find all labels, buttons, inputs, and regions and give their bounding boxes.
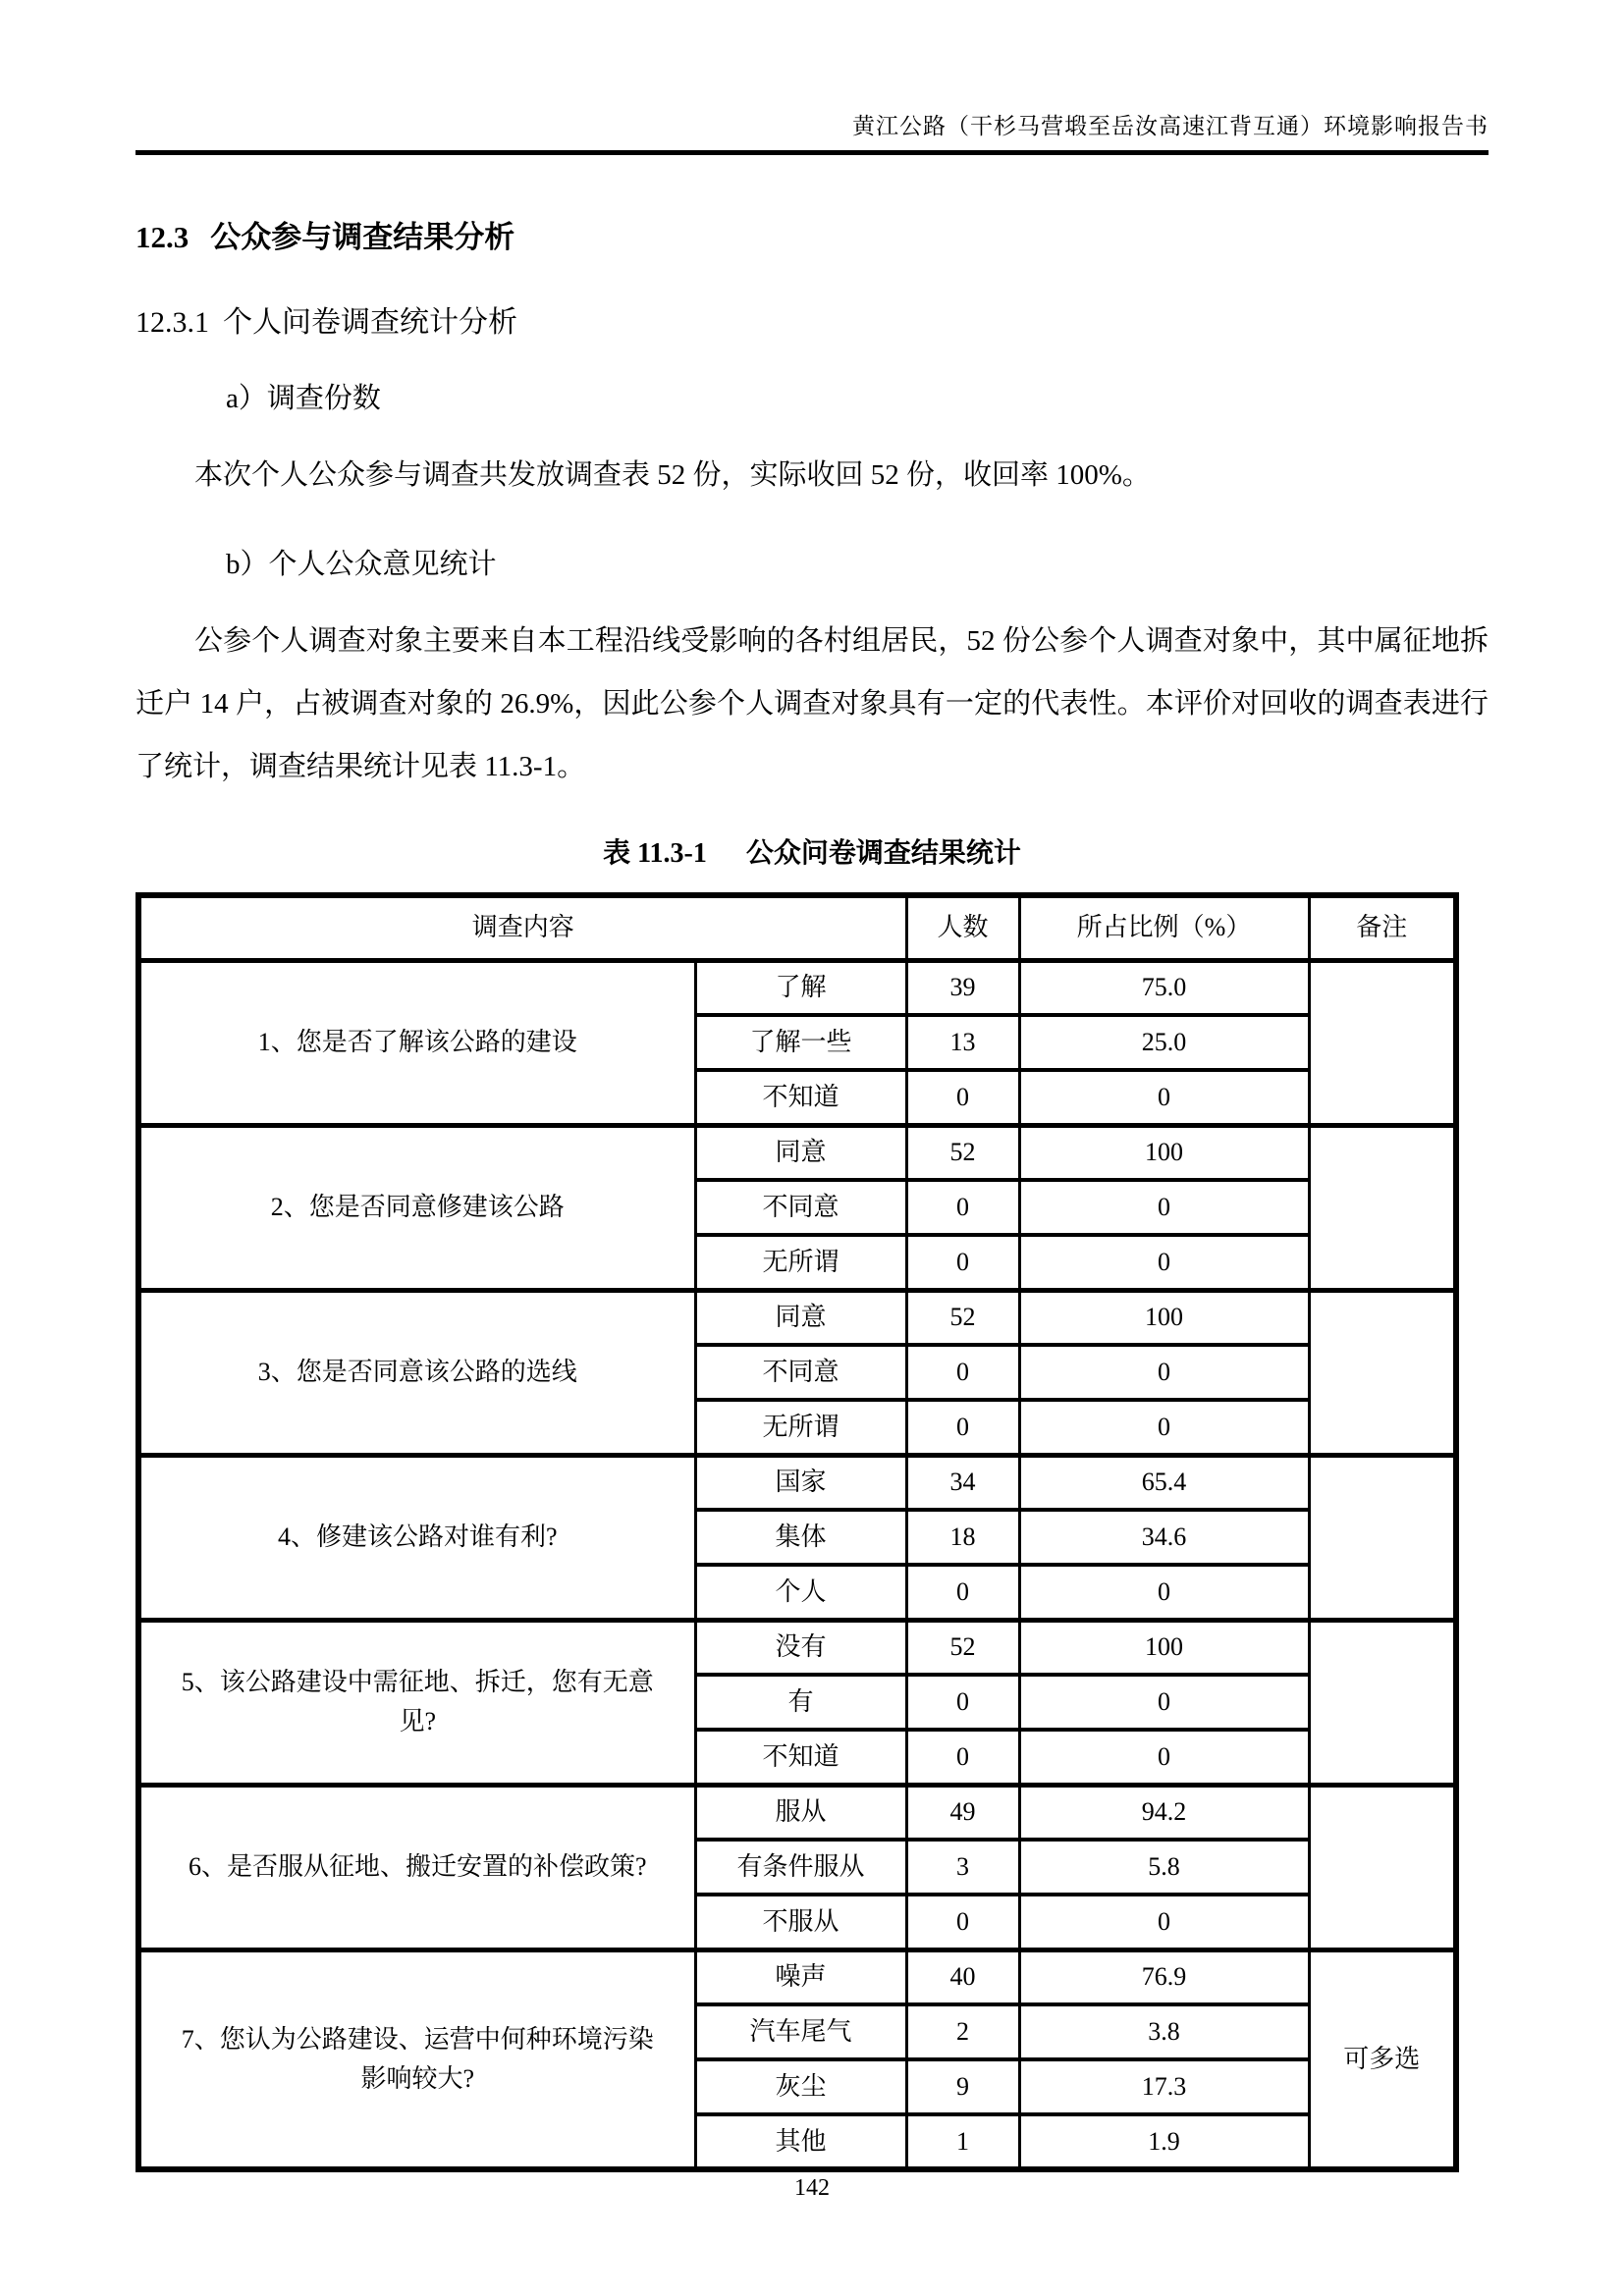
count-cell: 52 [906, 1620, 1019, 1675]
table-caption [135, 831, 1489, 871]
percent-cell: 100 [1019, 1290, 1309, 1345]
question-cell: 4、修建该公路对谁有利? [138, 1455, 695, 1620]
table-body [138, 960, 1456, 2169]
count-cell: 0 [906, 1070, 1019, 1125]
table-header-row [138, 895, 1456, 960]
section-heading [135, 212, 1489, 256]
percent-cell: 3.8 [1019, 2004, 1309, 2059]
count-cell: 0 [906, 1895, 1019, 1949]
question-cell: 6、是否服从征地、搬迁安置的补偿政策? [138, 1785, 695, 1949]
count-cell: 0 [906, 1400, 1019, 1455]
remark-cell [1309, 1785, 1456, 1949]
subsection-number: 12.3.1 [135, 306, 209, 339]
option-cell: 无所谓 [695, 1400, 906, 1455]
percent-cell: 0 [1019, 1070, 1309, 1125]
table-caption-label: 表 11.3-1 [603, 838, 707, 869]
option-cell: 不同意 [695, 1180, 906, 1235]
option-cell: 了解一些 [695, 1015, 906, 1070]
count-cell: 52 [906, 1290, 1019, 1345]
percent-cell: 34.6 [1019, 1510, 1309, 1565]
remark-cell [1309, 1290, 1456, 1455]
count-cell: 9 [906, 2059, 1019, 2114]
percent-cell: 0 [1019, 1180, 1309, 1235]
count-cell: 3 [906, 1840, 1019, 1895]
option-cell: 不同意 [695, 1345, 906, 1400]
option-cell: 汽车尾气 [695, 2004, 906, 2059]
count-cell: 52 [906, 1125, 1019, 1180]
paragraph-survey-count: 本次个人公众参与调查共发放调查表 52 份，实际收回 52 份，收回率 100%。 [194, 459, 1151, 491]
remark-cell [1309, 960, 1456, 1125]
option-cell: 同意 [695, 1125, 906, 1180]
remark-cell: 可多选 [1309, 1949, 1456, 2169]
count-cell: 39 [906, 960, 1019, 1015]
count-cell: 0 [906, 1345, 1019, 1400]
percent-cell: 94.2 [1019, 1785, 1309, 1840]
percent-cell: 0 [1019, 1235, 1309, 1290]
percent-cell: 65.4 [1019, 1455, 1309, 1510]
header-remark: 备注 [1309, 895, 1456, 960]
count-cell: 0 [906, 1235, 1019, 1290]
question-cell: 7、您认为公路建设、运营中何种环境污染影响较大? [138, 1949, 695, 2169]
table-row [138, 960, 1456, 1015]
count-cell: 0 [906, 1565, 1019, 1620]
table-row [138, 1620, 1456, 1675]
question-cell: 1、您是否了解该公路的建设 [138, 960, 695, 1125]
header-percent: 所占比例（%） [1019, 895, 1309, 960]
percent-cell: 0 [1019, 1675, 1309, 1730]
subsection-heading [135, 297, 1489, 341]
option-cell: 没有 [695, 1620, 906, 1675]
percent-cell: 0 [1019, 1400, 1309, 1455]
option-cell: 有条件服从 [695, 1840, 906, 1895]
list-item-a: a）调查份数 [226, 383, 381, 414]
percent-cell: 5.8 [1019, 1840, 1309, 1895]
table-row [138, 1125, 1456, 1180]
percent-cell: 76.9 [1019, 1949, 1309, 2004]
running-header [135, 0, 1489, 140]
header-survey-content: 调查内容 [138, 895, 906, 960]
percent-cell: 0 [1019, 1730, 1309, 1785]
option-cell: 了解 [695, 960, 906, 1015]
running-header-title: 黄江公路（干杉马营塅至岳汝高速江背互通）环境影响报告书 [852, 114, 1489, 138]
table-row [138, 1455, 1456, 1510]
question-cell: 5、该公路建设中需征地、拆迁，您有无意见? [138, 1620, 695, 1785]
subsection-title: 个人问卷调查统计分析 [223, 306, 517, 339]
option-cell: 其他 [695, 2114, 906, 2169]
remark-cell [1309, 1125, 1456, 1290]
option-cell: 无所谓 [695, 1235, 906, 1290]
table-row [138, 1290, 1456, 1345]
count-cell: 40 [906, 1949, 1019, 2004]
option-cell: 噪声 [695, 1949, 906, 2004]
option-cell: 有 [695, 1675, 906, 1730]
percent-cell: 75.0 [1019, 960, 1309, 1015]
percent-cell: 0 [1019, 1345, 1309, 1400]
option-cell: 不服从 [695, 1895, 906, 1949]
percent-cell: 0 [1019, 1895, 1309, 1949]
count-cell: 0 [906, 1180, 1019, 1235]
count-cell: 34 [906, 1455, 1019, 1510]
remark-cell [1309, 1620, 1456, 1785]
option-cell: 不知道 [695, 1730, 906, 1785]
question-cell: 2、您是否同意修建该公路 [138, 1125, 695, 1290]
question-cell: 3、您是否同意该公路的选线 [138, 1290, 695, 1455]
option-cell: 不知道 [695, 1070, 906, 1125]
option-cell: 个人 [695, 1565, 906, 1620]
percent-cell: 100 [1019, 1125, 1309, 1180]
percent-cell: 0 [1019, 1565, 1309, 1620]
option-cell: 灰尘 [695, 2059, 906, 2114]
table-row [138, 1785, 1456, 1840]
percent-cell: 100 [1019, 1620, 1309, 1675]
count-cell: 0 [906, 1675, 1019, 1730]
section-title: 公众参与调查结果分析 [210, 220, 515, 254]
section-number: 12.3 [135, 220, 189, 254]
option-cell: 集体 [695, 1510, 906, 1565]
count-cell: 13 [906, 1015, 1019, 1070]
count-cell: 49 [906, 1785, 1019, 1840]
header-count: 人数 [906, 895, 1019, 960]
count-cell: 2 [906, 2004, 1019, 2059]
percent-cell: 1.9 [1019, 2114, 1309, 2169]
percent-cell: 17.3 [1019, 2059, 1309, 2114]
percent-cell: 25.0 [1019, 1015, 1309, 1070]
option-cell: 国家 [695, 1455, 906, 1510]
count-cell: 0 [906, 1730, 1019, 1785]
paragraph-survey-objects: 公参个人调查对象主要来自本工程沿线受影响的各村组居民，52 份公参个人调查对象中，其中属征地拆迁户 14 户，占被调查对象的 26.9%，因此公参个人调查对象具有一定的代表性。本评价对回收的调查表进行了统计，调查结果统计见表 11.3-1。 [135, 625, 1489, 782]
header-rule [135, 150, 1489, 155]
count-cell: 1 [906, 2114, 1019, 2169]
count-cell: 18 [906, 1510, 1019, 1565]
table-row [138, 1949, 1456, 2004]
table-header [138, 895, 1456, 960]
table-caption-title: 公众问卷调查结果统计 [745, 838, 1021, 869]
survey-results-table [135, 892, 1459, 2172]
option-cell: 同意 [695, 1290, 906, 1345]
remark-cell [1309, 1455, 1456, 1620]
option-cell: 服从 [695, 1785, 906, 1840]
page-number: 142 [794, 2175, 830, 2201]
list-item-b: b）个人公众意见统计 [226, 549, 497, 580]
